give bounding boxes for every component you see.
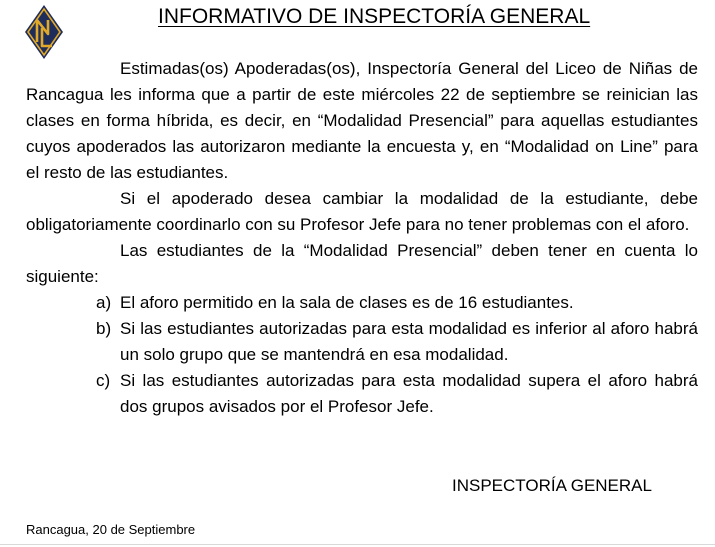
presencial-requirements-paragraph: Las estudiantes de la “Modalidad Presencial” deben tener en cuenta lo siguiente:	[26, 241, 698, 286]
requirements-list	[26, 290, 698, 420]
list-item	[26, 316, 698, 368]
list-marker: a)	[96, 293, 112, 312]
notice-body	[26, 56, 698, 420]
page-title: INFORMATIVO DE INSPECTORÍA GENERAL	[158, 5, 591, 28]
change-modality-paragraph: Si el apoderado desea cambiar la modalidad de la estudiante, debe obligatoriamente coordinarlo con su Profesor Jefe para no tener problemas con el aforo.	[26, 189, 698, 234]
signature: INSPECTORÍA GENERAL	[452, 476, 652, 495]
list-marker: b)	[96, 319, 112, 338]
list-item	[26, 368, 698, 420]
list-item-text: Si las estudiantes autorizadas para esta modalidad es inferior al aforo habrá un solo grupo que se mantendrá en esa modalidad.	[120, 319, 698, 364]
footer-date: Rancagua, 20 de Septiembre	[26, 522, 196, 537]
intro-paragraph: Estimadas(os) Apoderadas(os), Inspectoría General del Liceo de Niñas de Rancagua les informa que a partir de este miércoles 22 de septiembre se reinician las clases en forma híbrida, es decir, en “Modalidad Presencial” para aquellas estudiantes cuyos apoderados las autorizaron mediante la encuesta y, en “Modalidad on Line” para el resto de las estudiantes.	[26, 59, 698, 182]
list-item-text: Si las estudiantes autorizadas para esta modalidad supera el aforo habrá dos grupos avisados por el Profesor Jefe.	[120, 371, 698, 416]
list-marker: c)	[96, 371, 111, 390]
list-item	[26, 290, 698, 316]
list-item-text: El aforo permitido en la sala de clases es de 16 estudiantes.	[120, 293, 574, 312]
bottom-divider	[0, 544, 715, 545]
school-crest-logo-icon	[24, 4, 64, 60]
